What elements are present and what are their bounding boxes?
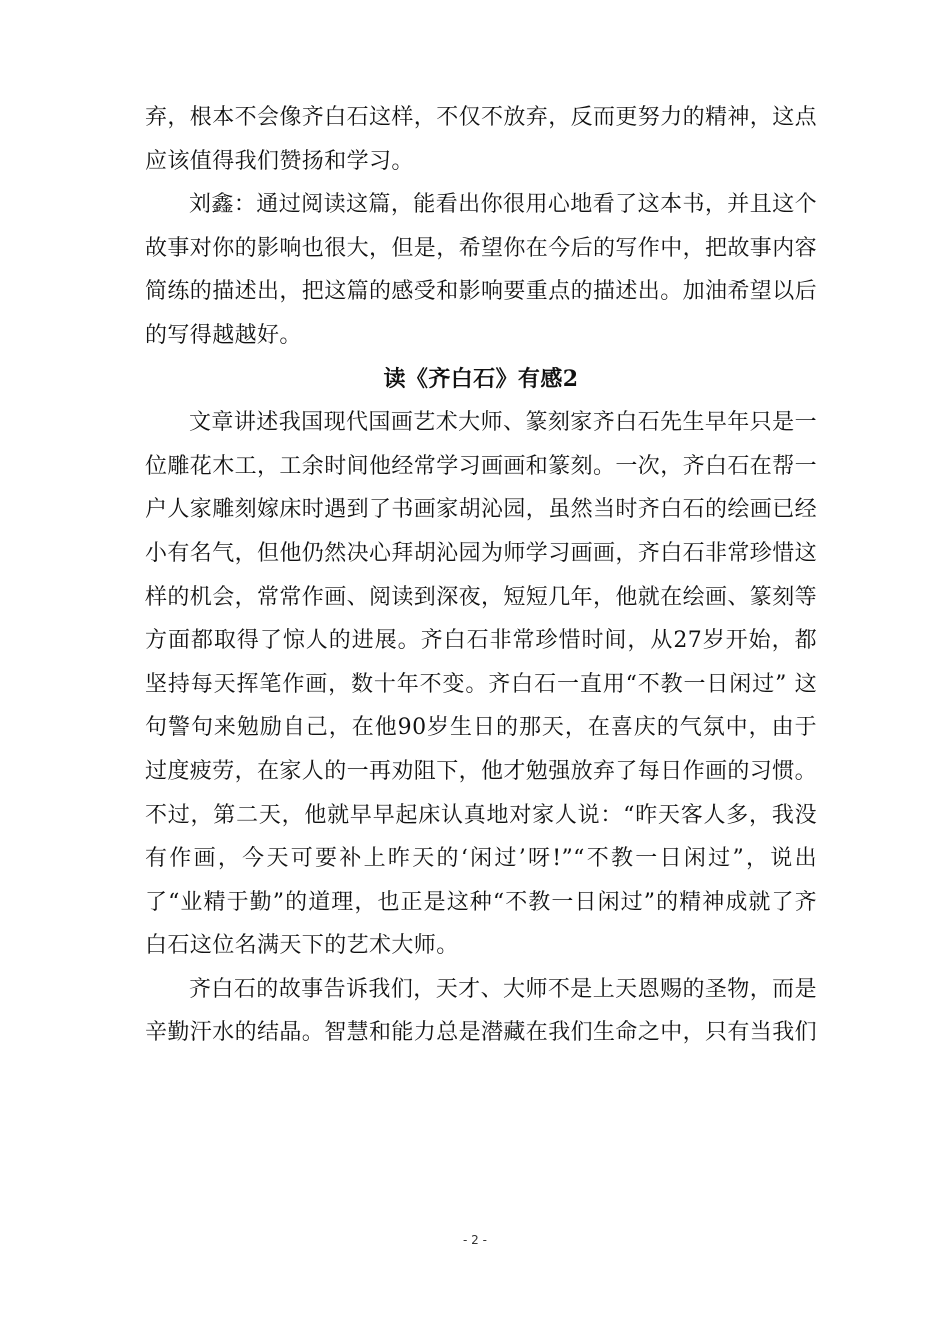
document-page [145,96,817,1055]
page-number: - 2 - [463,1233,487,1247]
paragraph-continuation: 弃，根本不会像齐白石这样，不仅不放弃，反而更努力的精神，这点应该值得我们赞扬和学习。 [145,105,818,174]
paragraph-comment-liuxin: 刘鑫：通过阅读这篇，能看出你很用心地看了这本书，并且这个故事对你的影响也很大，但是，希望你在今后的写作中，把故事内容简练的描述出，把这篇的感受和影响要重点的描述出。加油希望以后的写得越越好。 [145,192,818,348]
paragraph-essay-conclusion: 齐白石的故事告诉我们，天才、大师不是上天恩赐的圣物，而是辛勤汗水的结晶。智慧和能力总是潜藏在我们生命之中，只有当我们 [145,976,818,1046]
essay-heading: 读《齐白石》有感2 [383,365,579,392]
paragraph-essay-body: 文章讲述我国现代国画艺术大师、篆刻家齐白石先生早年只是一位雕花木工，工余时间他经常学习画画和篆刻。一次，齐白石在帮一户人家雕刻嫁床时遇到了书画家胡沁园，虽然当时齐白石的绘画已经小有名气，但他仍然决心拜胡沁园为师学习画画，齐白石非常珍惜这样的机会，常常作画、阅读到深夜，短短几年，他就在绘画、篆刻等方面都取得了惊人的进展。齐白石非常珍惜时间，从27岁开始，都坚持每天挥笔作画，数十年不变。齐白石一直用“不教一日闲过” 这句警句来勉励自己，在他90岁生日的那天，在喜庆的气氛中，由于过度疲劳，在家人的一再劝阻下，他才勉强放弃了每日作画的习惯。不过，第二天，他就早早起床认真地对家人说：“昨天客人多，我没有作画，今天可要补上昨天的‘闲过’呀!”“不教一日闲过”，说出了“业精于勤”的道理，也正是这种“不教一日闲过”的精神成就了齐白石这位名满天下的艺术大师。 [145,410,818,959]
